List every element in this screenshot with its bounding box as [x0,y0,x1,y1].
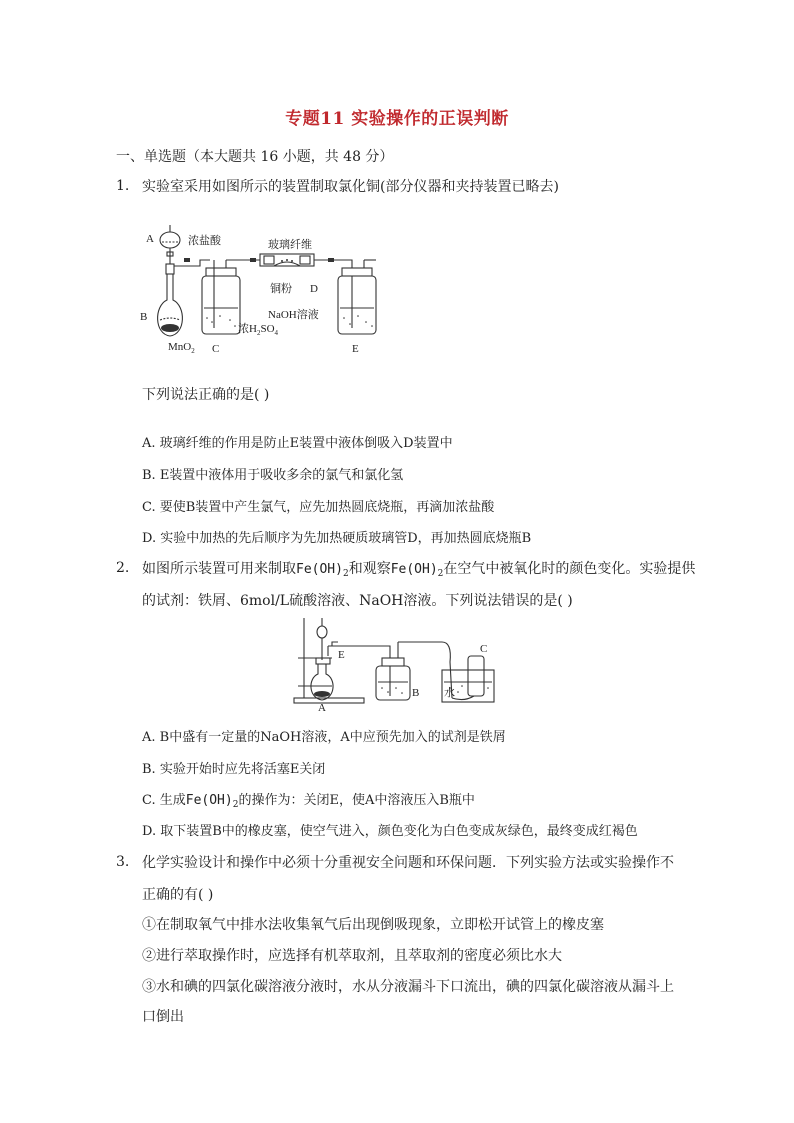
label-naoh-solution: NaOH溶液 [268,309,319,321]
question-3-item-2: ②进行萃取操作时，应选择有机萃取剂，且萃取剂的密度必须比水大 [142,948,562,964]
question-1-option-a[interactable]: A. 玻璃纤维的作用是防止E装置中液体倒吸入D装置中 [142,436,453,451]
question-2-option-d[interactable]: D. 取下装置B中的橡皮塞，使空气进入，颜色变化为白色变成灰绿色，最终变成红褐色 [142,824,638,839]
label-conc-hcl: 浓盐酸 [188,235,221,247]
question-2-stem-line-2: 的试剂：铁屑、6mol/L硫酸溶液、NaOH溶液。下列说法错误的是( ) [142,593,573,609]
question-1-stem: 实验室采用如图所示的装置制取氯化铜(部分仪器和夹持装置已略去) [142,179,559,195]
label-e: E [352,343,359,355]
question-3-item-3-continued: 口倒出 [142,1009,184,1025]
question-3-stem-line-2: 正确的有( ) [142,887,214,903]
question-2-stem-line-1: 如图所示装置可用来制取$Fe(OH)_2$和观察$Fe(OH)_2$在空气中被氧化时的颜色变化。实验提供 [142,561,696,579]
question-3-item-1: ①在制取氧气中排水法收集氧气后出现倒吸现象，立即松开试管上的橡皮塞 [142,917,604,933]
label-mno2: MnO$_2$ [168,341,195,355]
label-b: B [140,311,148,323]
label-c: C [212,343,220,355]
label-b: B [412,687,420,699]
label-conc-h2so4: 浓$H_2SO_4$ [238,323,279,337]
label-e: E [338,649,345,661]
question-1-option-b[interactable]: B. E装置中液体用于吸收多余的氯气和氯化氢 [142,468,404,483]
question-1-option-d[interactable]: D. 实验中加热的先后顺序为先加热硬质玻璃管D，再加热圆底烧瓶B [142,531,532,546]
question-1-option-c[interactable]: C. 要使B装置中产生氯气，应先加热圆底烧瓶，再滴加浓盐酸 [142,500,495,515]
question-1-apparatus-figure [140,220,400,360]
page-title: 专题11 实验操作的正误判断 [285,109,509,129]
question-1-number: 1. [116,178,130,194]
question-2-option-c[interactable]: C. 生成$Fe(OH)_2$的操作为：关闭E，使A中溶液压入B瓶中 [142,793,475,810]
label-d: D [310,283,318,295]
section-heading: 一、单选题（本大题共 16 小题，共 48 分） [116,149,394,165]
label-a: A [318,702,326,712]
label-glass-fiber: 玻璃纤维 [268,239,312,251]
question-3-number: 3. [116,854,130,870]
question-3-item-3: ③水和碘的四氯化碳溶液分液时，水从分液漏斗下口流出，碘的四氯化碳溶液从漏斗上 [142,979,674,995]
label-c: C [480,643,488,655]
question-2-apparatus-figure [292,612,512,712]
question-1-prompt: 下列说法正确的是( ) [142,387,270,403]
label-copper-powder: 铜粉 [270,283,292,295]
label-a: A [146,233,154,245]
question-2-number: 2. [116,560,130,576]
question-2-option-b[interactable]: B. 实验开始时应先将活塞E关闭 [142,762,326,777]
question-2-option-a[interactable]: A. B中盛有一定量的NaOH溶液，A中应预先加入的试剂是铁屑 [142,730,506,745]
label-water: 水 [444,687,455,699]
question-3-stem-line-1: 化学实验设计和操作中必须十分重视安全问题和环保问题．下列实验方法或实验操作不 [142,855,674,871]
